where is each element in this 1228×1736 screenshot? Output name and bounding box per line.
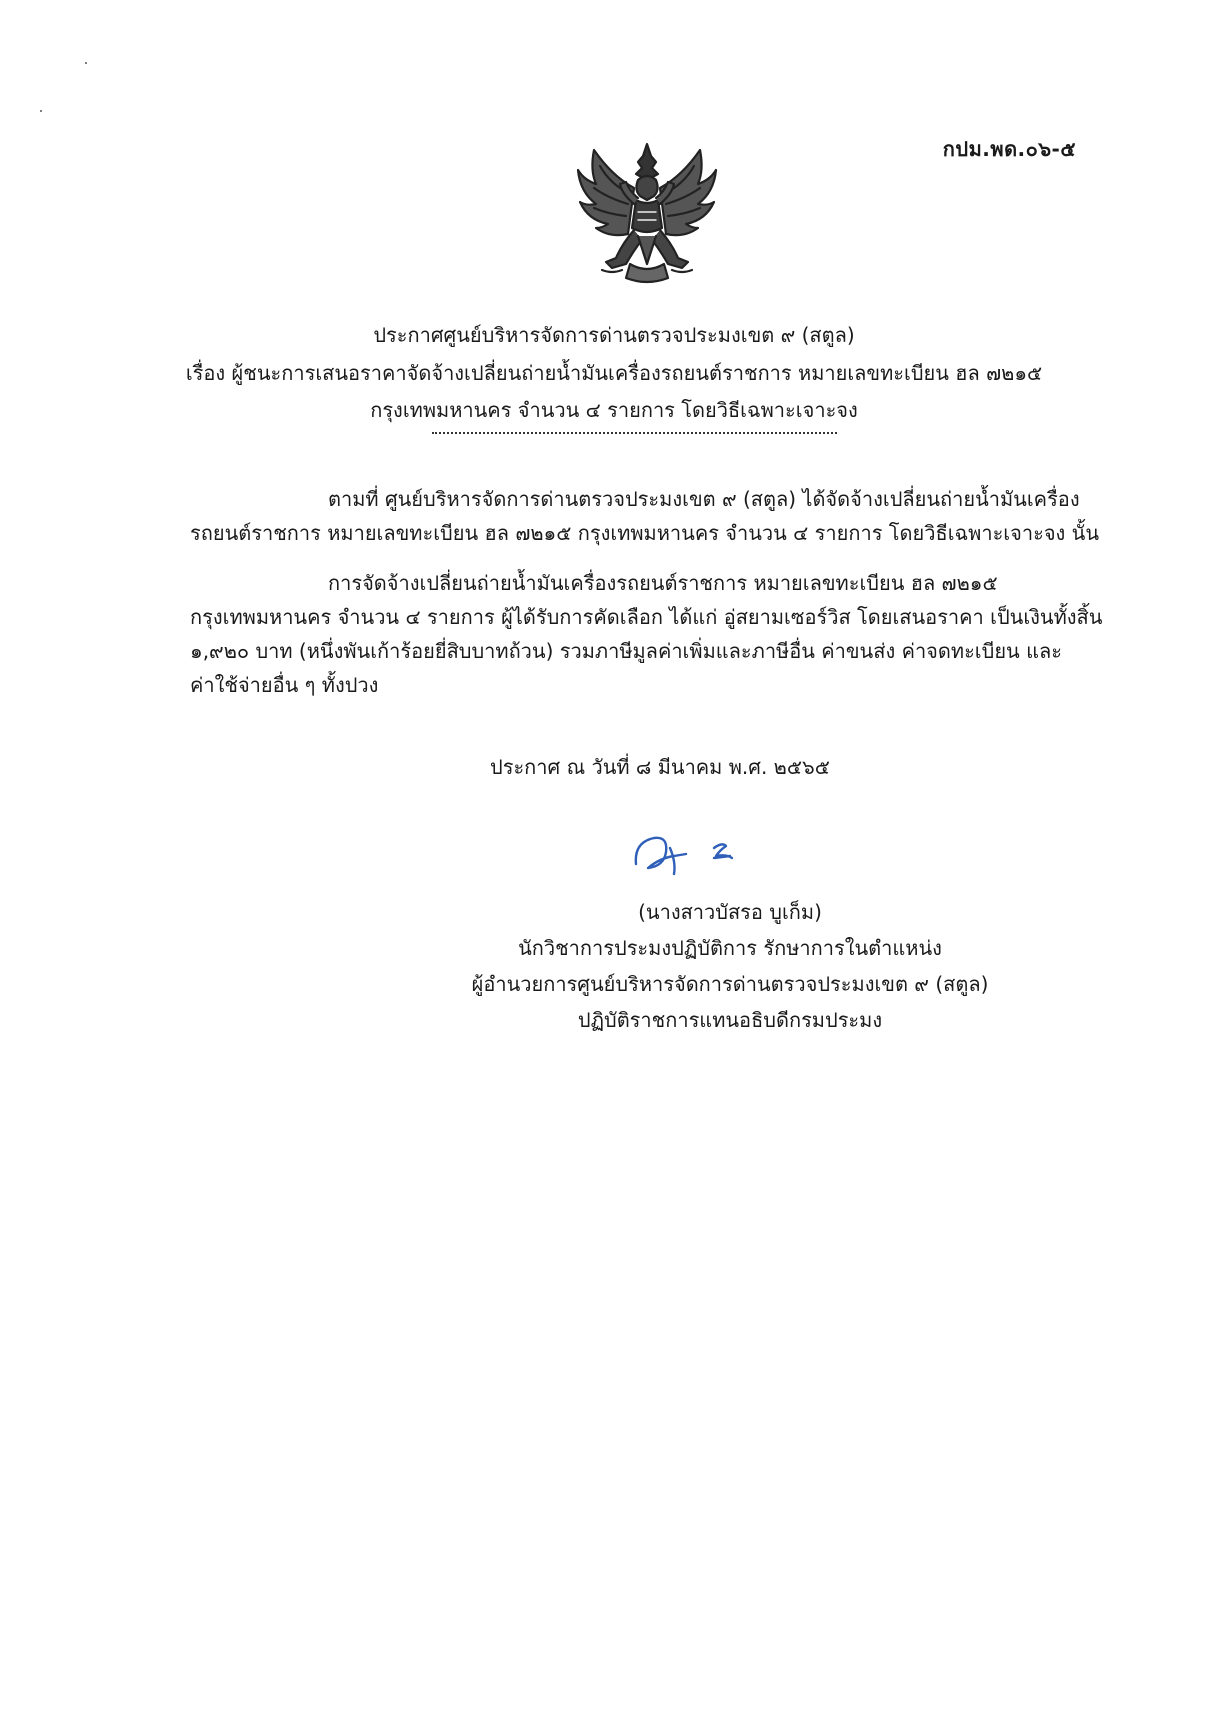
paragraph-1-line-2: รถยนต์ราชการ หมายเลขทะเบียน ฮล ๗๒๑๕ กรุงเทพมหานคร จำนวน ๔ รายการ โดยวิธีเฉพาะเจาะจง นั้น: [190, 521, 1100, 545]
paragraph-2-line-1: การจัดจ้างเปลี่ยนถ่ายน้ำมันเครื่องรถยนต์ราชการ หมายเลขทะเบียน ฮล ๗๒๑๕: [328, 571, 998, 595]
paragraph-1-line-1: ตามที่ ศูนย์บริหารจัดการด่านตรวจประมงเขต ๙ (สตูล) ได้จัดจ้างเปลี่ยนถ่ายน้ำมันเครื่อง: [328, 487, 1080, 511]
paragraph-2-line-3: ๑,๙๒๐ บาท (หนึ่งพันเก้าร้อยยี่สิบบาทถ้วน) รวมภาษีมูลค่าเพิ่มและภาษีอื่น ค่าขนส่ง ค่าจดทะเบียน และ: [190, 639, 1062, 663]
announcement-date: ประกาศ ณ วันที่ ๘ มีนาคม พ.ศ. ๒๕๖๕: [490, 755, 830, 779]
scan-speck: [85, 62, 87, 64]
dotted-divider: [432, 432, 837, 434]
signatory-name: (นางสาวบัสรอ บูเก็ม): [638, 900, 822, 924]
document-code: กปม.พด.๐๖-๕: [942, 137, 1076, 161]
announcement-title: ประกาศศูนย์บริหารจัดการด่านตรวจประมงเขต ๙ (สตูล): [373, 323, 855, 347]
paragraph-2-line-2: กรุงเทพมหานคร จำนวน ๔ รายการ ผู้ได้รับการคัดเลือก ได้แก่ อู่สยามเซอร์วิส โดยเสนอราคา เป็นเงินทั้งสิ้น: [190, 605, 1103, 629]
announcement-subject-cont: กรุงเทพมหานคร จำนวน ๔ รายการ โดยวิธีเฉพาะเจาะจง: [370, 398, 858, 422]
signatory-title: นักวิชาการประมงปฏิบัติการ รักษาการในตำแหน่ง: [518, 936, 942, 960]
scan-speck: [40, 110, 42, 112]
handwritten-signature-icon: [630, 828, 760, 878]
signatory-position: ผู้อำนวยการศูนย์บริหารจัดการด่านตรวจประมงเขต ๙ (สตูล): [471, 972, 989, 996]
signatory-authority: ปฏิบัติราชการแทนอธิบดีกรมประมง: [577, 1008, 883, 1032]
announcement-subject: เรื่อง ผู้ชนะการเสนอราคาจัดจ้างเปลี่ยนถ่ายน้ำมันเครื่องรถยนต์ราชการ หมายเลขทะเบียน ฮล ๗๒๑๕: [185, 361, 1043, 385]
paragraph-2-line-4: ค่าใช้จ่ายอื่น ๆ ทั้งปวง: [190, 673, 379, 697]
garuda-emblem-icon: [572, 140, 722, 290]
